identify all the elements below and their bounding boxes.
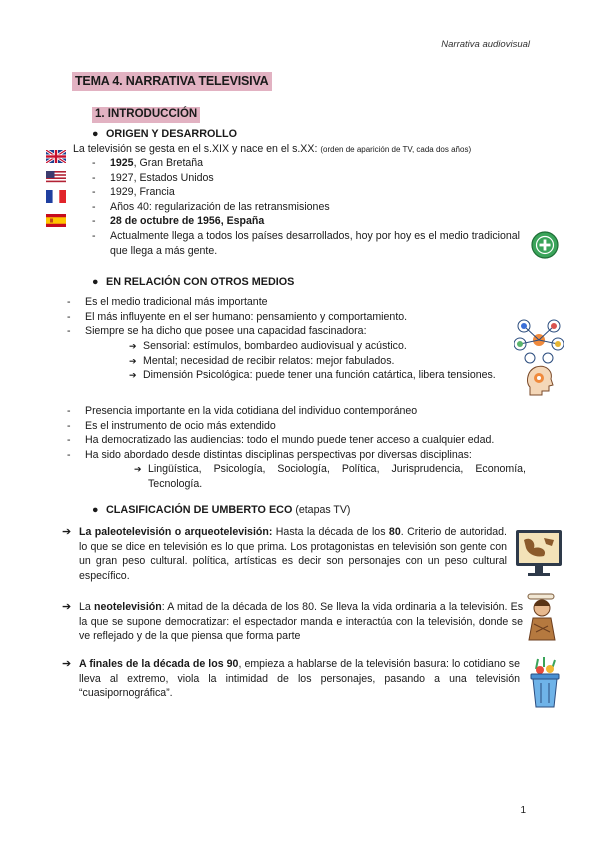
arrow-bullet: ➔ (62, 658, 72, 670)
disciplines-list (134, 462, 526, 491)
france-flag-icon (46, 190, 66, 203)
heading-eco (92, 503, 350, 518)
bullet-dot: ● (92, 128, 99, 140)
list-item: - 1929, Francia (92, 185, 520, 200)
list-item: - Presencia importante en la vida cotidiana del individuo contemporáneo (67, 404, 535, 419)
medios-list-b (67, 404, 535, 462)
section-heading-introduccion: 1. INTRODUCCIÓN (92, 107, 200, 123)
spain-flag-icon (46, 214, 66, 227)
origen-intro-note: (orden de aparición de TV, cada dos años) (320, 145, 472, 154)
heading-medios-text: EN RELACIÓN CON OTROS MEDIOS (106, 276, 295, 288)
heading-origen (92, 127, 237, 142)
caveman-icon (524, 592, 560, 642)
list-item: ➔ Dimensión Psicológica: puede tener una función catártica, libera tensiones. (129, 368, 505, 383)
plus-circle-icon (530, 230, 560, 260)
list-item: - 1927, Estados Unidos (92, 171, 520, 186)
medios-list-a (67, 295, 517, 339)
list-item: - Es el medio tradicional más importante (67, 295, 517, 310)
origen-intro-text: La televisión se gesta en el s.XIX y nace en el s.XX: (73, 143, 318, 155)
bullet-dot: ● (92, 276, 99, 288)
paleo-paragraph: La paleotelevisión o arqueotelevisión: Hasta la década de los 80. Criterio de autoridad. lo que se dice en televisión es lo que prima. Los protagonistas en televisión son gente con un gran peso cultural. política, artísticas es decir son personajes con un peso cultural específico. (79, 526, 507, 582)
list-item: - Actualmente llega a todos los países desarrollados, hoy por hoy es el medio tradicional que llega a más gente. (92, 229, 520, 258)
network-icon (514, 316, 564, 364)
list-item: - 28 de octubre de 1956, España (92, 214, 520, 229)
page-number: 1 (520, 805, 526, 817)
list-item: - Años 40: regularización de las retransmisiones (92, 200, 520, 215)
origen-list (92, 156, 520, 258)
arrow-bullet: ➔ (62, 601, 72, 613)
heading-eco-note: (etapas TV) (295, 504, 351, 516)
list-item: ➔ Mental; necesidad de recibir relatos: mejor fabulados. (129, 354, 505, 369)
arrow-bullet: ➔ (62, 526, 72, 538)
list-item: - Es el instrumento de ocio más extendido (67, 419, 535, 434)
uk-flag-icon (46, 150, 66, 163)
heading-eco-text: CLASIFICACIÓN DE UMBERTO ECO (106, 504, 293, 516)
heading-medios (92, 275, 294, 290)
us-flag-icon (46, 171, 66, 184)
list-item: - Siempre se ha dicho que posee una capacidad fascinadora: (67, 324, 517, 339)
list-item: - Ha sido abordado desde distintas disciplinas perspectivas por diversas disciplinas: (67, 448, 535, 463)
neo-paragraph: La neotelevisión: A mitad de la década de los 80. Se lleva la vida ordinaria a la televisión. Es la que se supone democratizar: el espectador manda e interactúa con la televisión, donde se ve reflejado y de la que piensa que forma parte (79, 601, 524, 643)
trash-bin-icon (528, 655, 562, 711)
list-item: - 1925, Gran Bretaña (92, 156, 520, 171)
list-item: ➔ Lingüística, Psicología, Sociología, Política, Jurisprudencia, Economía, Tecnología. (134, 462, 526, 491)
document-header-subject: Narrativa audiovisual (441, 39, 530, 50)
medios-sub-list (129, 339, 505, 383)
head-gear-icon (524, 363, 554, 397)
list-item: ➔ Sensorial: estímulos, bombardeo audiovisual y acústico. (129, 339, 505, 354)
map-monitor-icon (514, 528, 564, 580)
bullet-dot: ● (92, 504, 99, 516)
list-item: - El más influyente en el ser humano: pensamiento y comportamiento. (67, 310, 517, 325)
list-item: - Ha democratizado las audiencias: todo el mundo puede tener acceso a cualquier edad. (67, 433, 535, 448)
heading-origen-text: ORIGEN Y DESARROLLO (106, 128, 237, 140)
page-title: TEMA 4. NARRATIVA TELEVISIVA (72, 72, 272, 91)
origen-intro (73, 142, 543, 157)
basura-paragraph: A finales de la década de los 90, empieza a hablarse de la televisión basura: lo cotidiano se lleva al extremo, viola la intimidad de los personajes, pasando a una televisión “cuasipornográfica”. (79, 658, 520, 700)
